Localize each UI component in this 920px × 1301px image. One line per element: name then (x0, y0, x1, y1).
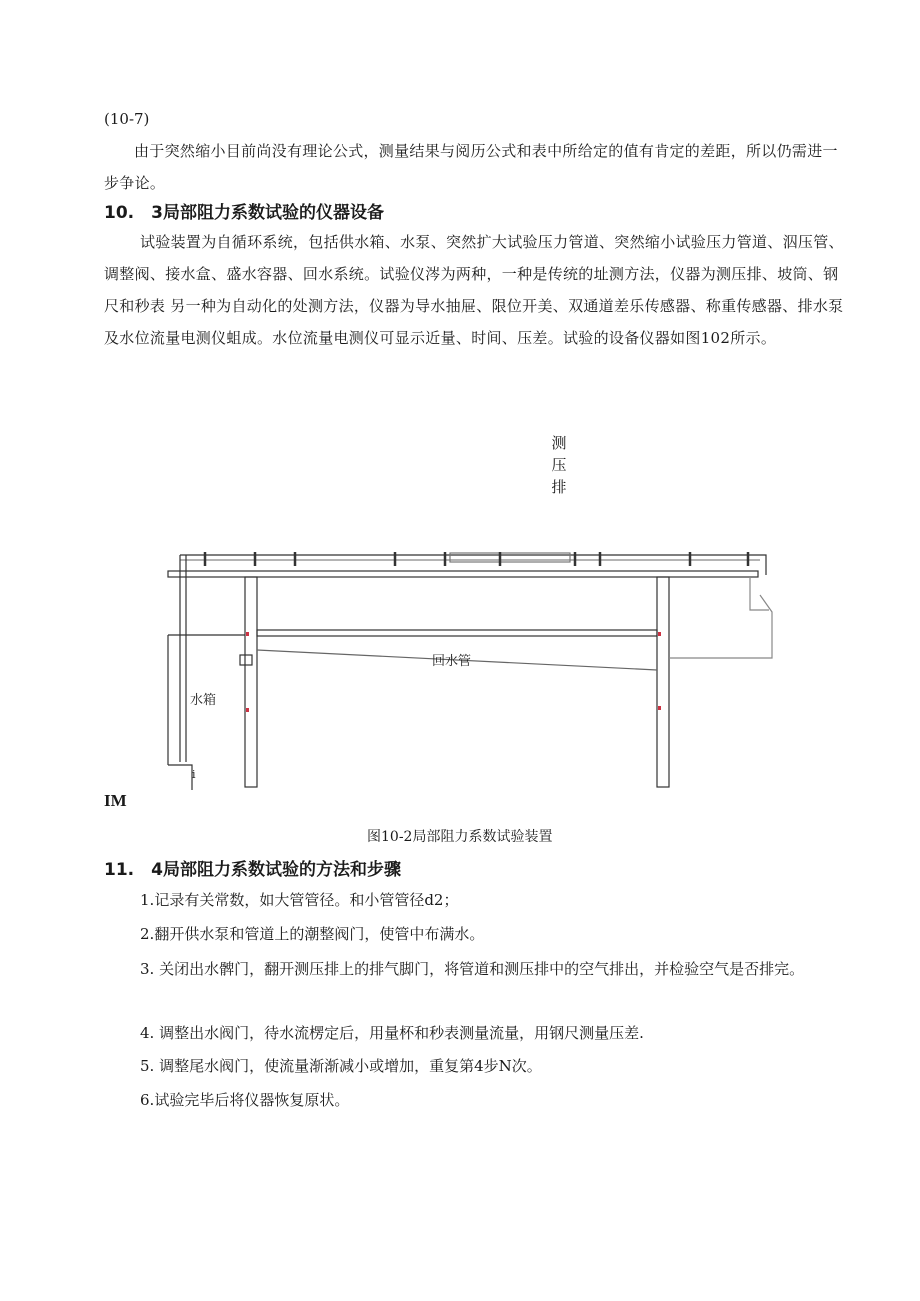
step-1-number: 1 (140, 891, 150, 909)
right-return-line (669, 595, 772, 658)
step-4-text: . 调整出水阀门，待水流楞定后，用量杯和秒表测量流量，用钢尺测量压差. (149, 1024, 644, 1042)
section-11-heading: 11. 4局部阻力系数试验的方法和步骤 (104, 860, 401, 880)
pressure-bank-char-2: 压 (551, 456, 567, 474)
pressure-taps (205, 552, 748, 566)
step-5-number: 5 (140, 1057, 150, 1075)
step-3-text: . 关闭出水髀门，翻开测压排上的排气脚门，将管道和测压排中的空气排出，并检验空气是否排完。 (149, 960, 805, 978)
enlarged-pipe-section (450, 553, 570, 562)
intro-paragraph: 由于突然缩小目前尚没有理论公式，测量结果与阅历公式和表中所给定的值有肯定的差距，所以仍需进一步争论。 (104, 142, 838, 192)
step-5-text: . 调整尾水阀门，使流量渐渐减小或增加，重复第4步N次。 (149, 1057, 542, 1075)
step-6-text: .试验完毕后将仪器恢复原状。 (149, 1091, 350, 1109)
section-10-paragraph: 试验装置为自循环系统，包括供水箱、水泵、突然扩大试验压力管道、突然缩小试验压力管道、泅压管、调整阀、接水盒、盛水容器、回水系统。试验仪涔为两种，一种是传统的址测方法，仪器为测压排、坡筒、钢尺和秒表 另一种为自动化的处测方法，仪器为导水抽屉、限位开美、双通道差乐传感器、称重传感器、排水泵及水位流量电测仪蛆成。水位流量电测仪可显示近量、时间、压差。试验的设备仪器如图102所示。 (104, 233, 844, 347)
water-tank-label: 水箱 (190, 693, 217, 708)
left-support-column (245, 577, 257, 787)
step-2-text: .翻开供水泵和管道上的潮整阀门，使管中布满水。 (149, 925, 485, 943)
middle-pipe (257, 630, 657, 636)
step-6-number: 6 (140, 1091, 150, 1109)
return-pipe-label: 回水管 (432, 654, 472, 669)
step-1-text: .记录有关常数，如大管管径。和小管管径d2； (149, 891, 459, 909)
step-4-number: 4 (140, 1024, 150, 1042)
section-10-heading: 10. 3局部阻力系数试验的仪器设备 (104, 203, 384, 223)
tank-fitting (240, 655, 252, 665)
step-5 (104, 1050, 844, 1082)
pipe-joint-markers (246, 632, 661, 712)
figure-caption: 图10-2局部阻力系数试验装置 (367, 829, 553, 845)
step-4 (104, 1017, 844, 1049)
right-elbow (760, 555, 766, 575)
step-3-number: 3 (140, 960, 150, 978)
step-6 (104, 1084, 844, 1116)
pressure-bank-label (549, 432, 569, 498)
step-2-number: 2 (140, 925, 150, 943)
pressure-bank-char-3: 排 (551, 478, 567, 496)
right-drain-bracket (750, 577, 769, 610)
step-1 (104, 884, 844, 916)
tank-bottom-step (168, 765, 192, 790)
equation-number: (10-7) (104, 110, 150, 128)
main-test-pipe (168, 571, 758, 577)
apparatus-diagram (160, 540, 800, 795)
im-mark: IM (104, 791, 127, 810)
step-2 (104, 918, 844, 950)
small-mark-label: i (192, 768, 196, 781)
pressure-bank-char-1: 测 (551, 434, 567, 452)
step-3 (104, 953, 844, 985)
right-support-column (657, 577, 669, 787)
